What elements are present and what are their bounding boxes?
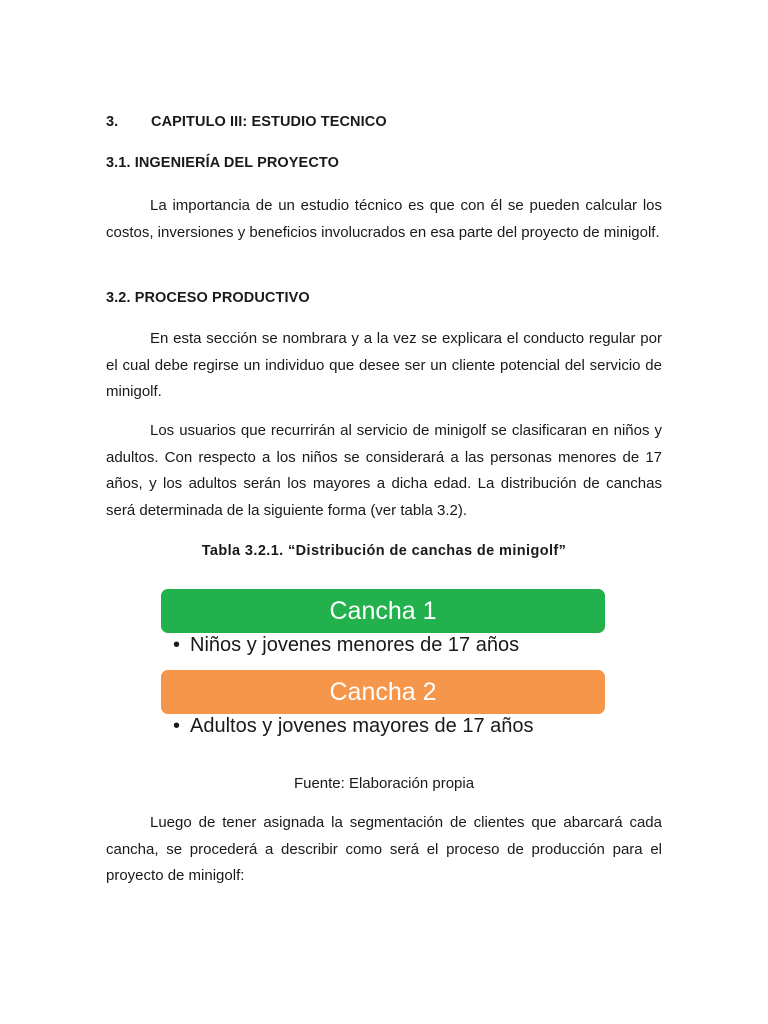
section-heading-3-1: 3.1. INGENIERÍA DEL PROYECTO — [106, 155, 339, 171]
cancha-2-title: Cancha 2 — [329, 677, 437, 706]
bullet-icon: • — [173, 715, 181, 737]
paragraph-segmentacion — [106, 810, 662, 890]
paragraph-text: Luego de tener asignada la segmentación de clientes que abarcará cada cancha, se procederá a describir como será el proceso de producción para el proyecto de minigolf: — [106, 814, 662, 884]
cancha-2-description: Adultos y jovenes mayores de 17 años — [190, 715, 534, 737]
bullet-icon: • — [173, 634, 181, 656]
paragraph-conducto-regular — [106, 326, 662, 406]
paragraph-usuarios — [106, 418, 662, 524]
chapter-title: CAPITULO III: ESTUDIO TECNICO — [151, 114, 387, 130]
cancha-2-bullet — [173, 715, 534, 738]
cancha-1-bullet — [173, 634, 519, 657]
paragraph-text: En esta sección se nombrara y a la vez se explicara el conducto regular por el cual debe regirse un individuo que desee ser un cliente potencial del servicio de minigolf. — [106, 330, 662, 400]
table-source: Fuente: Elaboración propia — [293, 775, 475, 792]
cancha-1-title: Cancha 1 — [329, 596, 437, 625]
section-heading-3-2: 3.2. PROCESO PRODUCTIVO — [106, 290, 310, 306]
paragraph-text: La importancia de un estudio técnico es que con él se pueden calcular los costos, inversiones y beneficios involucrados en esa parte del proyecto de minigolf. — [106, 197, 662, 241]
document-page — [106, 0, 662, 1024]
cancha-1-description: Niños y jovenes menores de 17 años — [190, 634, 520, 656]
paragraph-text: Los usuarios que recurrirán al servicio de minigolf se clasificaran en niños y adultos. Con respecto a los niños se considerará a las personas menores de 17 años, y los adultos serán los mayores a dicha edad. La distribución de canchas será determinada de la siguiente forma (ver tabla 3.2). — [106, 422, 662, 519]
cancha-2-box — [161, 670, 605, 714]
paragraph-estudio-tecnico — [106, 193, 662, 246]
cancha-1-box — [161, 589, 605, 633]
table-caption: Tabla 3.2.1. “Distribución de canchas de minigolf” — [201, 543, 567, 559]
chapter-number: 3. — [106, 114, 119, 130]
